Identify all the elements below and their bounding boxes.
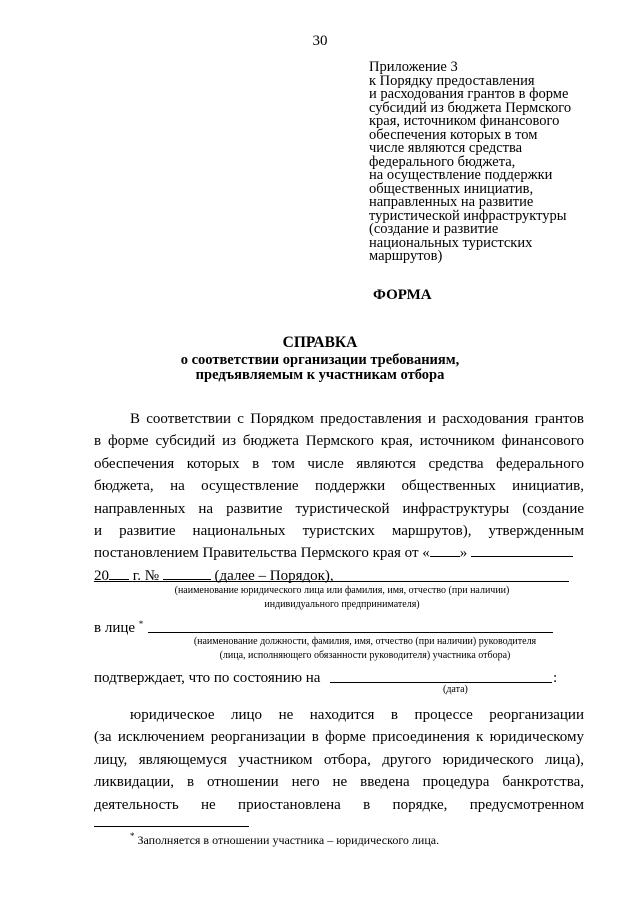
statement-line: деятельность не приостановлена в порядке, предусмотренном (94, 796, 584, 813)
intro-line: обеспечения которых в том числе являются средства федерального (94, 455, 584, 472)
statement-line: юридическое лицо не находится в процессе реорганизации (130, 707, 584, 723)
appendix-line: субсидий из бюджета Пермского (369, 99, 572, 116)
appendix-block (369, 61, 589, 264)
appendix-line: (создание и развитие (369, 221, 499, 237)
footnote: * Заполняется в отношении участника – юридического лица. (130, 831, 440, 847)
intro-line-number: 20 г. № (далее – Порядок), (94, 565, 584, 587)
appendix-line: направленных на развитие (369, 194, 534, 210)
intro-line: в форме субсидий из бюджета Пермского края, источником финансового (94, 433, 584, 450)
month-field[interactable] (471, 542, 573, 557)
statement-line: лицу, являющемуся участником отбора, другого юридического лица), (94, 751, 584, 768)
year-field[interactable] (109, 565, 129, 580)
appendix-line: к Порядку предоставления (369, 72, 535, 89)
appendix-line: Приложение 3 (369, 59, 458, 75)
decree-number-field[interactable] (163, 565, 211, 580)
intro-paragraph (94, 408, 584, 587)
confirms-row (94, 667, 574, 689)
date-caption: (дата) (443, 684, 468, 695)
appendix-line: на осуществление поддержки (369, 167, 553, 183)
statement-line: ликвидации, в отношении него не введена процедура банкротства, (94, 774, 584, 791)
appendix-line: национальных туристских (369, 234, 533, 251)
appendix-line: числе являются средства (369, 140, 523, 156)
appendix-line: и расходования грантов в форме (369, 86, 569, 102)
date-field[interactable] (330, 682, 552, 683)
page-number: 30 (312, 33, 328, 49)
document-title: СПРАВКА (282, 334, 358, 351)
confirms-label: подтверждает, что по состоянию на (94, 670, 321, 686)
intro-line: В соответствии с Порядком предоставления и расходования грантов (130, 411, 584, 427)
in-person-label: в лице (94, 620, 136, 636)
appendix-line: обеспечения которых в том (369, 126, 538, 143)
footnote-marker: * (138, 619, 144, 629)
day-field[interactable] (430, 542, 460, 557)
appendix-line: туристической инфраструктуры (369, 207, 567, 224)
person-caption: (наименование должности, фамилия, имя, отчество (при наличии) руководителя (лица, исполняющего обязанности руководителя) участника отбора) (193, 636, 537, 661)
intro-line-date: постановлением Правительства Пермского края от « » (94, 542, 584, 564)
footnote-separator (94, 826, 249, 827)
representative-field[interactable] (148, 632, 553, 633)
subtitle-line-2: предъявляемым к участникам отбора (195, 367, 445, 383)
appendix-line: федерального бюджета, (369, 153, 516, 170)
intro-line: бюджета, на осуществление поддержки общественных инициатив, (94, 478, 584, 495)
statement-line: (за исключением реорганизации в форме присоединения к юридическому (94, 729, 584, 746)
colon: : (553, 670, 558, 686)
appendix-line: маршрутов) (369, 248, 443, 264)
org-name-field[interactable] (94, 581, 569, 582)
intro-line: направленных на развитие туристической инфраструктуры (создание (94, 500, 584, 517)
intro-line: и развитие национальных туристских маршрутов), утвержденным (94, 522, 584, 539)
appendix-line: общественных инициатив, (369, 180, 534, 197)
org-caption: (наименование юридического лица или фамилия, имя, отчество (при наличии) индивидуального предпринимателя) (174, 585, 510, 610)
statement-paragraph (94, 704, 584, 816)
appendix-line: края, источником финансового (369, 113, 560, 129)
document-subtitle (0, 353, 640, 383)
form-label: ФОРМА (373, 287, 432, 303)
subtitle-line-1: о соответствии организации требованиям, (180, 352, 460, 368)
